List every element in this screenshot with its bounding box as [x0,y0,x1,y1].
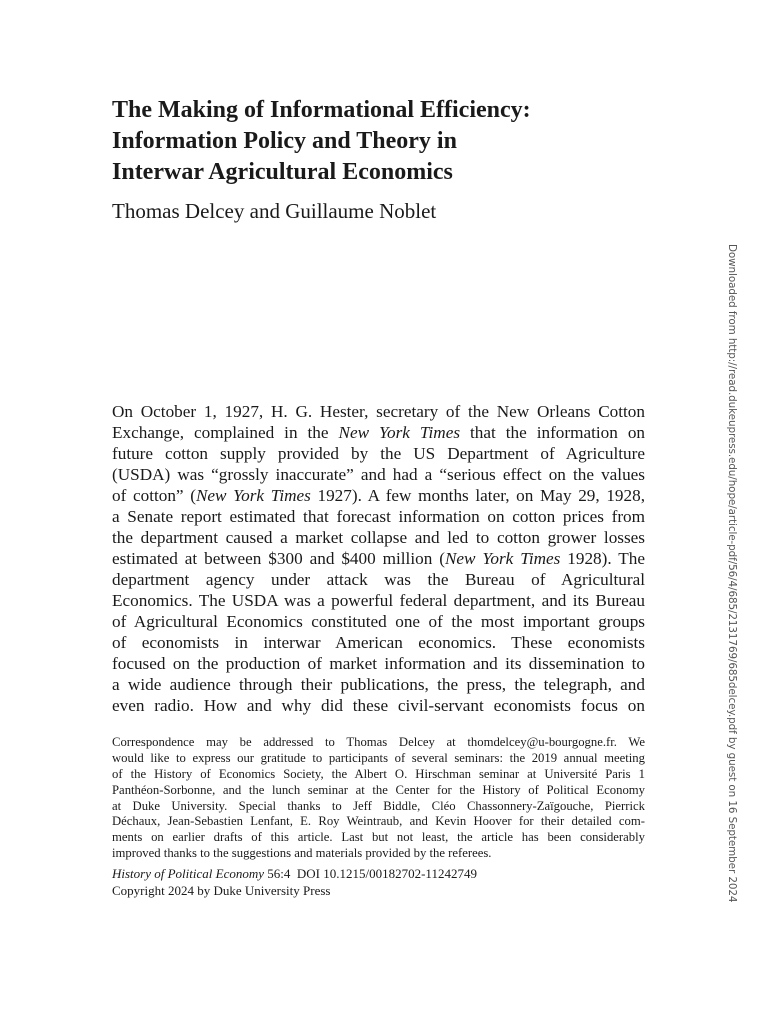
body-line [112,422,645,443]
body-text-run: even radio. How and why did these civil-servant economists focus on [112,696,645,715]
download-watermark: Downloaded from http://read.dukeupress.edu/hope/article-pdf/56/4/685/2131769/685delcey.pdf by guest on 16 September 2024 [726,244,738,903]
body-paragraph [112,401,645,716]
body-line [112,443,645,464]
body-italic-run: New York Times [195,486,311,505]
footnote-line: Panthéon-Sorbonne, and the lunch seminar at the Center for the History of Political Economy [112,782,645,797]
article-title-line: The Making of Informational Efficiency: [112,97,531,123]
body-text-run: a Senate report estimated that forecast information on cotton prices from [112,507,645,526]
body-text-run: future cotton supply provided by the US Department of Agriculture [112,444,645,463]
journal-issue: 56:4 [267,866,291,881]
body-line [112,548,645,569]
body-line [112,527,645,548]
body-text-run: Exchange, complained in the [112,423,339,442]
body-text-run: a wide audience through their publications, the press, the telegraph, and [112,675,645,694]
body-text-run: On October 1, 1927, H. G. Hester, secretary of the New Orleans Cotton [112,402,645,421]
body-line [112,653,645,674]
footnote-line: at Duke University. Special thanks to Jeff Biddle, Cléo Chassonnery-Zaïgouche, Pierrick [112,798,645,813]
body-text-run: that the information on [460,423,646,442]
footnote-line: of the History of Economics Society, the Albert O. Hirschman seminar at Université Paris 1 [112,766,645,781]
article-title [112,95,652,188]
journal-doi: DOI 10.1215/00182702-11242749 [296,866,477,881]
journal-copyright: Copyright 2024 by Duke University Press [112,883,331,898]
body-line [112,569,645,590]
footnote-line: improved thanks to the suggestions and materials provided by the referees. [112,846,492,861]
body-line [112,464,645,485]
body-text-run: the department caused a market collapse and led to cotton grower losses [112,528,645,547]
footnote-line: Déchaux, Jean-Sebastien Lenfant, E. Roy Weintraub, and Kevin Hoover for their detailed com- [112,814,645,829]
article-title-line: Interwar Agricultural Economics [112,159,453,185]
body-italic-run: New York Times [338,423,461,442]
body-text-run: estimated at between $300 and $400 million ( [112,549,445,568]
article-title-line: Information Policy and Theory in [112,128,457,154]
body-line [112,401,645,422]
body-line [112,632,645,653]
body-text-run: Economics. The USDA was a powerful federal department, and its Bureau [112,591,645,610]
journal-name: History of Political Economy [112,866,265,881]
body-line [112,590,645,611]
body-text-run: 1928). The [560,549,645,568]
body-line [112,611,645,632]
footnote-line: ments on earlier drafts of this article. Last but not least, the article has been considerably [112,830,645,845]
body-italic-run: New York Times [444,549,561,568]
body-text-run: (USDA) was “grossly inaccurate” and had a “serious effect on the values [112,465,645,484]
journal-info [112,865,645,899]
body-text-run: of cotton” ( [112,486,196,505]
body-text-run: of economists in interwar American economics. These economists [112,633,645,652]
body-line [112,506,645,527]
journal-citation [112,865,645,882]
body-text-run: 1927). A few months later, on May 29, 1928, [310,486,645,505]
body-text-run: of Agricultural Economics constituted one of the most important groups [112,612,645,631]
body-line [112,674,645,695]
body-line [112,485,645,506]
body-text-run: department agency under attack was the Bureau of Agricultural [112,570,645,589]
article-authors: Thomas Delcey and Guillaume Noblet [112,199,437,223]
body-line [112,695,645,716]
footnote-line: Correspondence may be addressed to Thomas Delcey at thomdelcey@u-bourgogne.fr. We [112,735,645,749]
footnote-line: would like to express our gratitude to participants of several seminars: the 2019 annual meeting [112,750,645,765]
correspondence-footnote [112,735,645,862]
body-text-run: focused on the production of market information and its dissemination to [112,654,645,673]
